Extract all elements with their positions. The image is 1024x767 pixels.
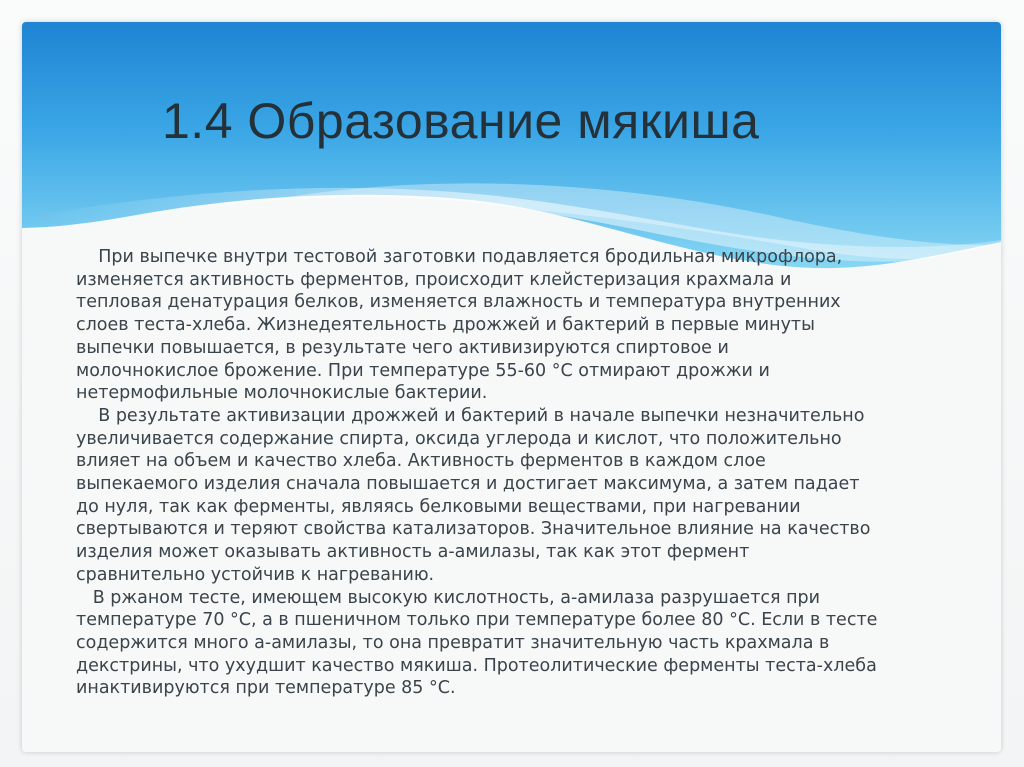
slide	[22, 22, 1001, 752]
text-line: слоев теста-хлеба. Жизнедеятельность дрожжей и бактерий в первые минуты	[76, 315, 815, 336]
text-line: декстрины, что ухудшит качество мякиша. Протеолитические ферменты теста-хлеба	[76, 655, 877, 676]
text-line: свертываются и теряют свойства катализаторов. Значительное влияние на качество	[76, 519, 871, 540]
text-line: При выпечке внутри тестовой заготовки подавляется бродильная микрофлора,	[76, 247, 843, 267]
text-line: содержится много а-амилазы, то она превратит значительную часть крахмала в	[76, 632, 830, 653]
slide-title: 1.4 Образование мякиша	[162, 93, 760, 149]
text-line: сравнительно устойчив к нагреванию.	[76, 564, 435, 585]
paragraph-3	[76, 587, 981, 701]
text-line: влияет на объем и качество хлеба. Активность ферментов в каждом слое	[76, 451, 766, 472]
body-text	[76, 246, 981, 700]
paragraph-2	[76, 405, 981, 587]
text-line: нетермофильные молочнокислые бактерии.	[76, 383, 488, 404]
text-line: увеличивается содержание спирта, оксида углерода и кислот, что положительно	[76, 428, 842, 449]
text-line: выпечки повышается, в результате чего активизируются спиртовое и	[76, 337, 729, 358]
text-line: изменяется активность ферментов, происходит клейстеризация крахмала и	[76, 269, 792, 290]
text-line: инактивируются при температуре 85 °С.	[76, 678, 456, 699]
bullet-marker: *	[42, 208, 50, 226]
text-line: выпекаемого изделия сначала повышается и достигает максимума, а затем падает	[76, 474, 860, 495]
text-line: изделия может оказывать активность а-амилазы, так как этот фермент	[76, 542, 750, 563]
text-line: температуре 70 °С, а в пшеничном только при температуре более 80 °С. Если в тесте	[76, 610, 878, 631]
text-line: до нуля, так как ферменты, являясь белковыми веществами, при нагревании	[76, 496, 801, 517]
text-line: В ржаном тесте, имеющем высокую кислотность, а-амилаза разрушается при	[76, 587, 821, 608]
text-line: тепловая денатурация белков, изменяется влажность и температура внутренних	[76, 292, 841, 313]
text-line: В результате активизации дрожжей и бактерий в начале выпечки незначительно	[76, 405, 865, 426]
paragraph-1	[76, 246, 981, 405]
text-line: молочнокислое брожение. При температуре 55-60 °С отмирают дрожжи и	[76, 360, 770, 381]
